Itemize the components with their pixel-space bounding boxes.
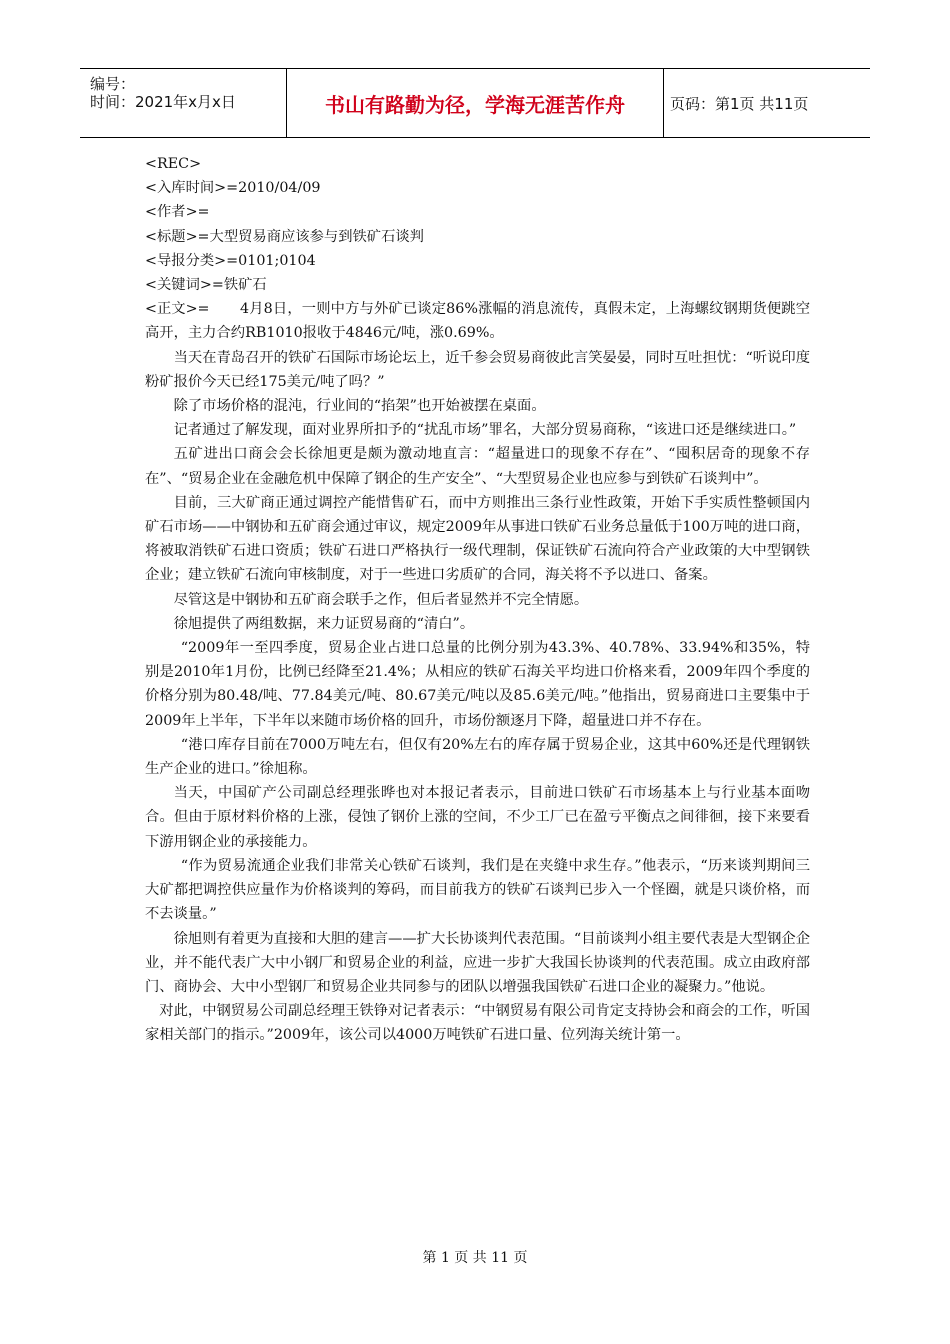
paragraph-3: 除了市场价格的混沌，行业间的“掐架”也开始被摆在桌面。 (173, 398, 546, 415)
paragraph-8: 徐旭提供了两组数据，来力证贸易商的“清白”。 (173, 615, 475, 632)
paragraph-14: 对此，中钢贸易公司副总经理王铁铮对记者表示：“中钢贸易有限公司肯定支持协会和商会的工作，听国家相关部门的指示。”2009年，该公司以4000万吨铁矿石进口量、位列海关统计第一。 (145, 1003, 810, 1044)
paragraph-1-text: 4月8日，一则中方与外矿已谈定86%涨幅的消息流传，真假未定，上海螺纹钢期货便跳空高开，主力合约RB1010报收于4846元/吨，涨0.69%。 (145, 301, 810, 342)
paragraph-5: 五矿进出口商会会长徐旭更是颇为激动地直言：“超量进口的现象不存在”、“囤积居奇的现象不存在”、“贸易企业在金融危机中保障了钢企的生产安全”、“大型贸易企业也应参与到铁矿石谈判中”。 (145, 446, 810, 487)
meta-author: <作者>= (145, 204, 210, 221)
paragraph-9: “2009年一至四季度，贸易企业占进口总量的比例分别为43.3%、40.78%、33.94%和35%，特别是2010年1月份，比例已经降至21.4%；从相应的铁矿石海关平均进口价格来看，2009年四个季度的价格分别为80.48/吨、77.84美元/吨、80.67美元/吨以及85.6美元/吨。”他指出，贸易商进口主要集中于2009年上半年，下半年以来随市场价格的回升，市场份额逐月下降，超量进口并不存在。 (145, 640, 810, 729)
meta-keywords: <关键词>=铁矿石 (145, 277, 267, 294)
header-number: 编号： (90, 75, 136, 93)
paragraph-1 (145, 297, 810, 345)
body-label: <正文>= (145, 301, 210, 318)
header-time: 时间：2021年x月x日 (90, 93, 236, 111)
meta-title: <标题>=大型贸易商应该参与到铁矿石谈判 (145, 228, 424, 245)
header-page-info: 页码：第1页 共11页 (670, 94, 809, 113)
meta-intake-time: <入库时间>=2010/04/09 (145, 180, 321, 197)
paragraph-12: “作为贸易流通企业我们非常关心铁矿石谈判，我们是在夹缝中求生存。”他表示，“历来谈判期间三大矿都把调控供应量作为价格谈判的筹码，而目前我方的铁矿石谈判已步入一个怪圈，就是只谈价格，而不去谈量。” (145, 857, 810, 923)
paragraph-10: “港口库存目前在7000万吨左右，但仅有20%左右的库存属于贸易企业，这其中60%还是代理钢铁生产企业的进口。”徐旭称。 (145, 736, 810, 778)
paragraph-4: 记者通过了解发现，面对业界所扣予的“扰乱市场”罪名，大部分贸易商称，“该进口还是继续进口。” (173, 422, 797, 439)
paragraph-11: 当天，中国矿产公司副总经理张晔也对本报记者表示，目前进口铁矿石市场基本上与行业基本面吻合。但由于原材料价格的上涨，侵蚀了钢价上涨的空间，不少工厂已在盈亏平衡点之间徘徊，接下来要看下游用钢企业的承接能力。 (145, 785, 810, 850)
page-header (80, 68, 870, 138)
meta-rec: <REC> (145, 156, 202, 172)
paragraph-2: 当天在青岛召开的铁矿石国际市场论坛上，近千参会贸易商彼此言笑晏晏，同时互吐担忧：“听说印度粉矿报价今天已经175美元/吨了吗？” (145, 349, 810, 390)
paragraph-13: 徐旭则有着更为直接和大胆的建言——扩大长协谈判代表范围。“目前谈判小组主要代表是大型钢企企业，并不能代表广大中小钢厂和贸易企业的利益，应进一步扩大我国长协谈判的代表范围。成立由政府部门、商协会、大中小型钢厂和贸易企业共同参与的团队以增强我国铁矿石进口企业的凝聚力。”他说。 (145, 930, 810, 995)
document-body (145, 152, 810, 1048)
header-meta (80, 69, 286, 137)
paragraph-6: 目前，三大矿商正通过调控产能惜售矿石，而中方则推出三条行业性政策，开始下手实质性整顿国内矿石市场——中钢协和五矿商会通过审议，规定2009年从事进口铁矿石业务总量低于100万吨的进口商，将被取消铁矿石进口资质；铁矿石进口严格执行一级代理制，保证铁矿石流向符合产业政策的大中型钢铁企业；建立铁矿石流向审核制度，对于一些进口劣质矿的合同，海关将不予以进口、备案。 (145, 494, 810, 584)
paragraph-7: 尽管这是中钢协和五矿商会联手之作，但后者显然并不完全情愿。 (173, 591, 589, 608)
page-footer: 第 1 页 共 11 页 (422, 1250, 528, 1266)
meta-category: <导报分类>=0101;0104 (145, 252, 316, 269)
header-motto: 书山有路勤为径，学海无涯苦作舟 (286, 69, 664, 137)
